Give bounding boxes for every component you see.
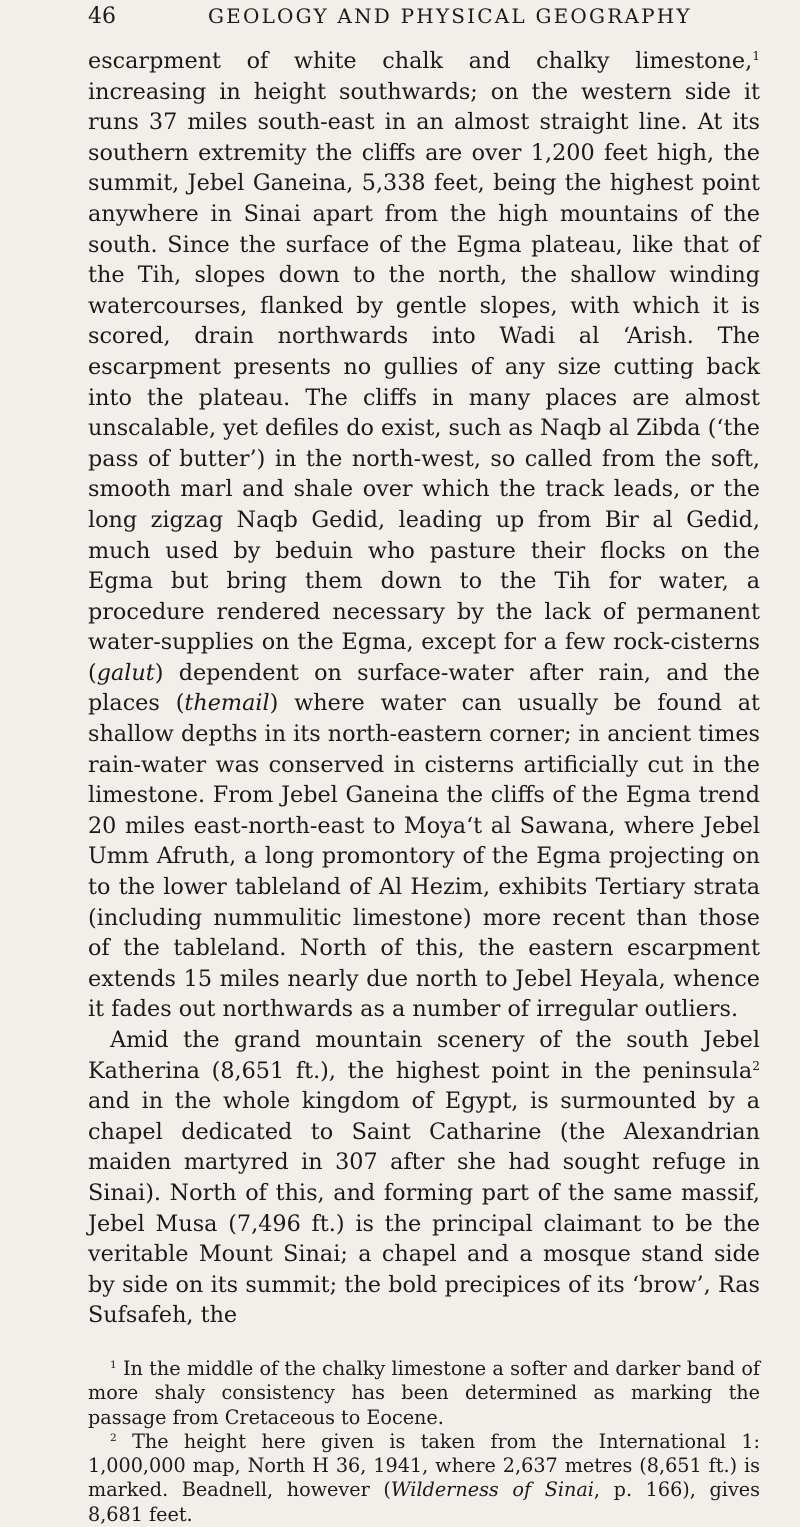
text-segment: ) where water can usually be found at shallow depths in its north-eastern corner; in ancient times rain-water was conserved in cisterns artificially cut in the limestone. From Jebel Ganeina the cliffs of the Egma trend 20 miles east-north-east to Moya‘t al Sawana, where Jebel Umm Afruth, a long promontory of the Egma projecting on to the lower tableland of Al Hezim, exhibits Tertiary strata (including nummulitic limestone) more recent than those of the tableland. North of this, the eastern escarpment extends 15 miles nearly due north to Jebel Heyala, whence it fades out northwards as a number of irregular outliers. [88,690,760,1023]
footnotes [88,1357,760,1527]
footnote-2 [88,1430,760,1527]
text-segment: Amid the grand mountain scenery of the south Jebel Katherina (8,651 ft.), the highest point in the peninsula [88,1027,760,1084]
footnote-marker: 2 [110,1431,117,1444]
page-number: 46 [88,4,116,29]
paragraph-southern-mountains [88,1025,760,1331]
footnote-ref-2: 2 [752,1058,760,1073]
footnote-ref-1: 1 [752,49,760,64]
paragraph-egma-escarpment [88,46,760,1025]
text-segment: increasing in height southwards; on the western side it runs 37 miles south-east in an almost straight line. At its southern extremity the cliffs are over 1,200 feet high, the summit, Jebel Ganeina, 5,338 feet, being the highest point anywhere in Sinai apart from the high mountains of the south. Since the surface of the Egma plateau, like that of the Tih, slopes down to the north, the shallow winding watercourses, flanked by gentle slopes, with which it is scored, drain northwards into Wadi al ‘Arish. The escarpment presents no gullies of any size cutting back into the plateau. The cliffs in many places are almost unscalable, yet defiles do exist, such as Naqb al Zibda (‘the pass of butter’) in the north-west, so called from the soft, smooth marl and shale over which the track leads, or the long zigzag Naqb Gedid, leading up from Bir al Gedid, much used by beduin who pasture their flocks on the Egma but bring them down to the Tih for water, a procedure rendered necessary by the lack of permanent water-supplies on the Egma, except for a few rock-cisterns ( [88,78,760,686]
running-title: GEOLOGY AND PHYSICAL GEOGRAPHY [208,4,692,28]
footnote-text: The height here given is taken from the International 1: 1,000,000 map, North H 36, 1941, where 2,637 metres (8,651 ft.) is marked. Beadnell, however ( [88,1429,760,1502]
text-segment: escarpment of white chalk and chalky limestone, [88,48,753,74]
text-segment: and in the whole kingdom of Egypt, is surmounted by a chapel dedicated to Saint Catharine (the Alexandrian maiden martyred in 307 after she had sought refuge in Sinai). North of this, and forming part of the same massif, Jebel Musa (7,496 ft.) is the principal claimant to be the veritable Mount Sinai; a chapel and a mosque stand side by side on its summit; the bold precipices of its ‘brow’, Ras Sufsafeh, the [88,1088,760,1329]
footnote-text: In the middle of the chalky limestone a softer and darker band of more shaly consistency has been determined as marking the passage from Cretaceous to Eocene. [88,1356,760,1429]
italic-term-themail: themail [184,690,270,717]
body-text [88,46,760,1331]
footnote-marker: 1 [110,1359,117,1372]
italic-book-title: Wilderness of Sinai [390,1478,594,1502]
footnote-1 [88,1357,760,1430]
running-head [88,4,760,36]
footnote-text: , p. 166), gives 8,681 feet. [88,1478,760,1526]
text-segment: ) dependent on surface-water after rain, and the places ( [88,659,760,717]
italic-term-galut: galut [96,659,155,686]
